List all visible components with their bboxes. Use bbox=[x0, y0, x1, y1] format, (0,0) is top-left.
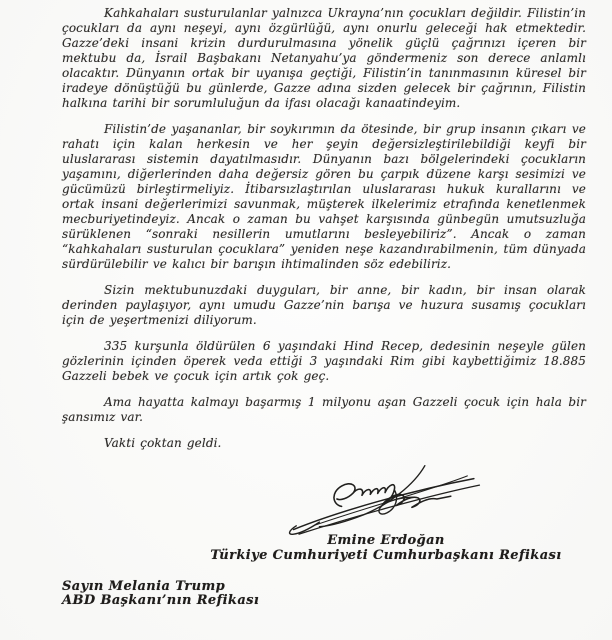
addressee-name: Sayın Melania Trump bbox=[62, 579, 226, 594]
addressee-title: ABD Başkanı’nın Refikası bbox=[62, 593, 260, 608]
letter-paragraph-4: 335 kurşunla öldürülen 6 yaşındaki Hind Recep, dedesinin neşeyle gülen gözlerinin içinden öperek veda ettiği 3 yaşındaki Rim gibi kaybettiğimiz 18.885 Gazzeli bebek ve çocuk için artık çok geç. bbox=[62, 339, 586, 383]
letter-paragraph-2: Filistin’de yaşananlar, bir soykırımın da ötesinde, bir grup insanın çıkarı ve rahatı için kalan herkesin ve her şeyin değersizleştirilebildiği keyfi bir uluslararası sistemin dayatılmasıdır. Dünyanın bazı bölgelerindeki çocukların yaşamını, diğerlerinden daha değersiz gören bu çarpık düzene karşı sesimizi ve gücümüzü birleştirmeliyiz. İtibarsızlaştırılan uluslararası hukuk kurallarını ve ortak insani değerlerimizi savunmak, müşterek ilkelerimiz etrafında kenetlenmek mecburiyetindeyiz. Ancak o zaman bu vahşet karşısında günbegün umutsuzluğa sürüklenen “sonraki nesillerin umutlarını besleyebiliriz”. Ancak o zaman “kahkahaları susturulan çocuklara” yeniden neşe kazandırabilmenin, tüm dünyada sürdürülebilir ve kalıcı bir barışın ihtimalinden söz edebiliriz. bbox=[62, 122, 586, 271]
handwritten-signature-icon bbox=[279, 462, 493, 536]
signatory-name: Emine Erdoğan bbox=[327, 533, 445, 548]
letter-paragraph-1: Kahkahaları susturulanlar yalnızca Ukrayna’nın çocukları değildir. Filistin’in çocukları da aynı neşeyi, aynı özgürlüğü, aynı onurlu geleceği hak etmektedir. Gazze’deki insani krizin durdurulmasına yönelik güçlü çağrınızı içeren bir mektubu da, İsrail Başbakanı Netanyahu’ya göndermeniz son derece anlamlı olacaktır. Dünyanın ortak bir uyanışa geçtiği, Filistin’in tanınmasının küresel bir iradeye dönüştüğü bu günlerde, Gazze adına sizden gelecek bir çağrının, Filistin halkına tarihi bir sorumluluğun da ifası olacağı kanaatindeyim. bbox=[62, 6, 586, 110]
signatory-title: Türkiye Cumhuriyeti Cumhurbaşkanı Refikası bbox=[210, 548, 562, 563]
letter-paragraph-5: Ama hayatta kalmayı başarmış 1 milyonu aşan Gazzeli çocuk için hala bir şansımız var. bbox=[62, 395, 586, 424]
letter-closing-line: Vakti çoktan geldi. bbox=[104, 436, 222, 450]
letter-paragraph-3: Sizin mektubunuzdaki duyguları, bir anne, bir kadın, bir insan olarak derinden paylaşıyor, aynı umudu Gazze’nin barışa ve huzura susamış çocukları için de yeşertmenizi diliyorum. bbox=[62, 283, 586, 327]
addressee-block bbox=[62, 580, 586, 608]
signature-block bbox=[196, 462, 576, 563]
